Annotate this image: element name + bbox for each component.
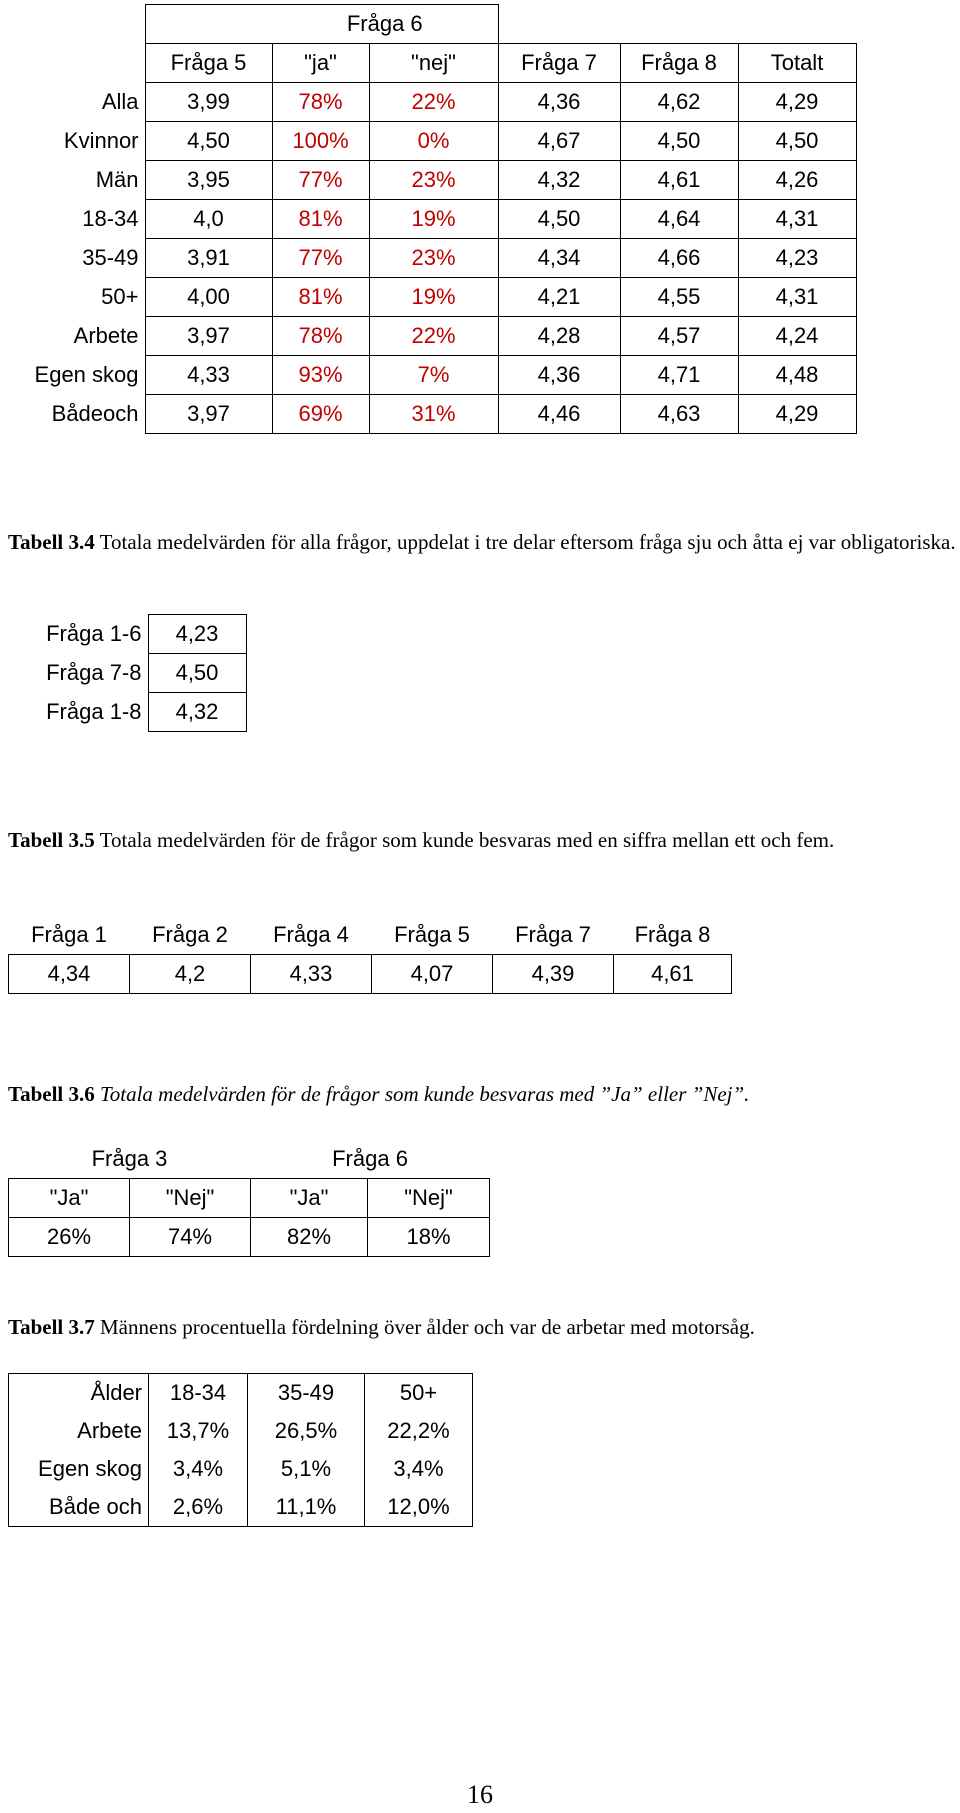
column-header: 35-49: [248, 1374, 365, 1413]
table-cell: 4,57: [620, 317, 738, 356]
caption-table-3-7: [8, 1313, 958, 1342]
row-label: 50+: [101, 284, 139, 309]
caption-text: Totala medelvärden för de frågor som kunde besvaras med ”Ja” eller ”Nej”.: [94, 1082, 750, 1106]
column-header: Fråga 8: [634, 922, 711, 947]
means-table-numeric-questions: [8, 916, 732, 994]
column-header: Fråga 5: [394, 922, 470, 947]
table-cell: 4,29: [738, 83, 856, 122]
table-cell: 4,50: [148, 654, 246, 693]
table-cell: 4,64: [620, 200, 738, 239]
row-label: Män: [95, 167, 139, 192]
table-cell: 4,31: [738, 278, 856, 317]
column-header: Fråga 7: [515, 922, 591, 947]
column-header: "Ja": [9, 1179, 130, 1218]
table-cell: 4,31: [738, 200, 856, 239]
table-cell: 4,50: [145, 122, 272, 161]
row-label: Både och: [9, 1488, 149, 1527]
table-cell: 5,1%: [248, 1450, 365, 1488]
table-row: [8, 83, 856, 122]
table-cell: 4,36: [498, 83, 620, 122]
table-cell: 4,34: [498, 239, 620, 278]
table-cell: 3,4%: [149, 1450, 248, 1488]
table-cell: 26%: [9, 1218, 130, 1257]
table-cell: 4,33: [251, 955, 372, 994]
table-cell: 4,55: [620, 278, 738, 317]
column-header: 18-34: [149, 1374, 248, 1413]
table-cell: 74%: [130, 1218, 251, 1257]
caption-number: 7: [84, 1315, 95, 1339]
table-cell: 82%: [251, 1218, 368, 1257]
caption-text: Totala medelvärden för de frågor som kunde besvaras med en siffra mellan ett och fem.: [94, 828, 835, 852]
table-cell: 11,1%: [248, 1488, 365, 1527]
table-cell: 4,48: [738, 356, 856, 395]
table-row: [8, 395, 856, 434]
table-cell: 69%: [272, 395, 369, 434]
column-header: "Nej": [130, 1179, 251, 1218]
caption-label: Tabell 3.: [8, 1082, 85, 1106]
table-cell: 4,63: [620, 395, 738, 434]
row-label: Bådeoch: [51, 401, 139, 426]
caption-number: 4: [84, 530, 95, 554]
table-cell: 4,66: [620, 239, 738, 278]
column-header: Fråga 7: [498, 44, 620, 83]
table-cell: 23%: [369, 239, 498, 278]
column-header: "nej": [369, 44, 498, 83]
column-header: Fråga 5: [145, 44, 272, 83]
table-cell: 0%: [369, 122, 498, 161]
table-cell: 4,29: [738, 395, 856, 434]
column-header: Fråga 4: [273, 922, 349, 947]
table-cell: 100%: [272, 122, 369, 161]
group-header-fraga6: Fråga 6: [272, 5, 498, 44]
table-cell: 3,97: [145, 317, 272, 356]
table-cell: 4,33: [145, 356, 272, 395]
table-cell: 4,62: [620, 83, 738, 122]
table-cell: 4,24: [738, 317, 856, 356]
caption-label: Tabell 3.: [8, 1315, 85, 1339]
caption-text: Männens procentuella fördelning över ålder och var de arbetar med motorsåg.: [94, 1315, 755, 1339]
table-row: [8, 317, 856, 356]
table-cell: 4,2: [130, 955, 251, 994]
caption-number: 6: [84, 1082, 95, 1106]
table-cell: 78%: [272, 317, 369, 356]
table-row: [8, 239, 856, 278]
table-cell: 19%: [369, 200, 498, 239]
table-cell: 3,4%: [365, 1450, 473, 1488]
table-cell: 4,61: [620, 161, 738, 200]
column-header: 50+: [365, 1374, 473, 1413]
table-cell: 81%: [272, 200, 369, 239]
table-row: [8, 161, 856, 200]
row-label: Egen skog: [34, 362, 139, 387]
row-label: Arbete: [9, 1412, 149, 1450]
row-label: 35-49: [82, 245, 139, 270]
row-label: Fråga 7-8: [46, 660, 142, 685]
row-label: Egen skog: [9, 1450, 149, 1488]
table-row: [8, 356, 856, 395]
table-cell: 4,50: [738, 122, 856, 161]
table-cell: 22,2%: [365, 1412, 473, 1450]
summary-table-question-ranges: [28, 614, 247, 732]
age-workplace-table: [8, 1373, 473, 1527]
caption-table-3-4: [8, 528, 958, 557]
table-cell: 2,6%: [149, 1488, 248, 1527]
row-label: 18-34: [82, 206, 139, 231]
table-cell: 4,50: [498, 200, 620, 239]
caption-label: Tabell 3.: [8, 828, 85, 852]
table-row: [8, 200, 856, 239]
table-cell: 81%: [272, 278, 369, 317]
page-number: 16: [467, 1780, 493, 1809]
table-cell: 18%: [368, 1218, 490, 1257]
table-cell: 4,67: [498, 122, 620, 161]
table-cell: 4,34: [9, 955, 130, 994]
table-cell: 3,97: [145, 395, 272, 434]
table-cell: 7%: [369, 356, 498, 395]
table-cell: 22%: [369, 83, 498, 122]
table-cell: 3,99: [145, 83, 272, 122]
caption-table-3-6: [8, 1080, 958, 1109]
column-header: Fråga 8: [620, 44, 738, 83]
table-row: [8, 122, 856, 161]
column-header: Fråga 2: [152, 922, 228, 947]
table-cell: 4,00: [145, 278, 272, 317]
results-table-by-group: [8, 4, 857, 434]
group-header-fraga6: Fråga 6: [332, 1146, 408, 1171]
table-cell: 4,32: [498, 161, 620, 200]
row-label: Arbete: [73, 323, 139, 348]
caption-table-3-5: [8, 826, 958, 855]
table-cell: 77%: [272, 239, 369, 278]
table-cell: 12,0%: [365, 1488, 473, 1527]
table-cell: 93%: [272, 356, 369, 395]
table-cell: 77%: [272, 161, 369, 200]
table-cell: 4,36: [498, 356, 620, 395]
table-cell: 26,5%: [248, 1412, 365, 1450]
table-cell: 31%: [369, 395, 498, 434]
column-header: "Ja": [251, 1179, 368, 1218]
table-cell: 4,71: [620, 356, 738, 395]
table-cell: 4,23: [148, 615, 246, 654]
row-label: Kvinnor: [63, 128, 139, 153]
row-label: Fråga 1-6: [46, 621, 142, 646]
table-cell: 13,7%: [149, 1412, 248, 1450]
caption-number: 5: [84, 828, 95, 852]
table-cell: 4,61: [614, 955, 732, 994]
table-cell: 78%: [272, 83, 369, 122]
table-cell: 4,0: [145, 200, 272, 239]
table-row: [8, 278, 856, 317]
group-header-fraga3: Fråga 3: [91, 1146, 168, 1171]
table-cell: 22%: [369, 317, 498, 356]
table-cell: 23%: [369, 161, 498, 200]
table-cell: 4,50: [620, 122, 738, 161]
table-cell: 4,26: [738, 161, 856, 200]
table-cell: 4,46: [498, 395, 620, 434]
table-cell: 4,21: [498, 278, 620, 317]
column-header: Fråga 1: [31, 922, 107, 947]
yes-no-table: [8, 1140, 490, 1257]
table-cell: 4,39: [493, 955, 614, 994]
row-label: Alla: [101, 89, 139, 114]
column-header: Totalt: [738, 44, 856, 83]
table-cell: 3,95: [145, 161, 272, 200]
table-cell: 3,91: [145, 239, 272, 278]
row-label: Fråga 1-8: [46, 699, 142, 724]
table-cell: 4,23: [738, 239, 856, 278]
caption-label: Tabell 3.: [8, 530, 85, 554]
table-cell: 19%: [369, 278, 498, 317]
column-header: "ja": [272, 44, 369, 83]
table-cell: 4,07: [372, 955, 493, 994]
table-cell: 4,28: [498, 317, 620, 356]
column-header: Ålder: [9, 1374, 149, 1413]
column-header: "Nej": [368, 1179, 490, 1218]
table-cell: 4,32: [148, 693, 246, 732]
caption-text: Totala medelvärden för alla frågor, uppdelat i tre delar eftersom fråga sju och åtta ej var obligatoriska.: [94, 530, 956, 554]
